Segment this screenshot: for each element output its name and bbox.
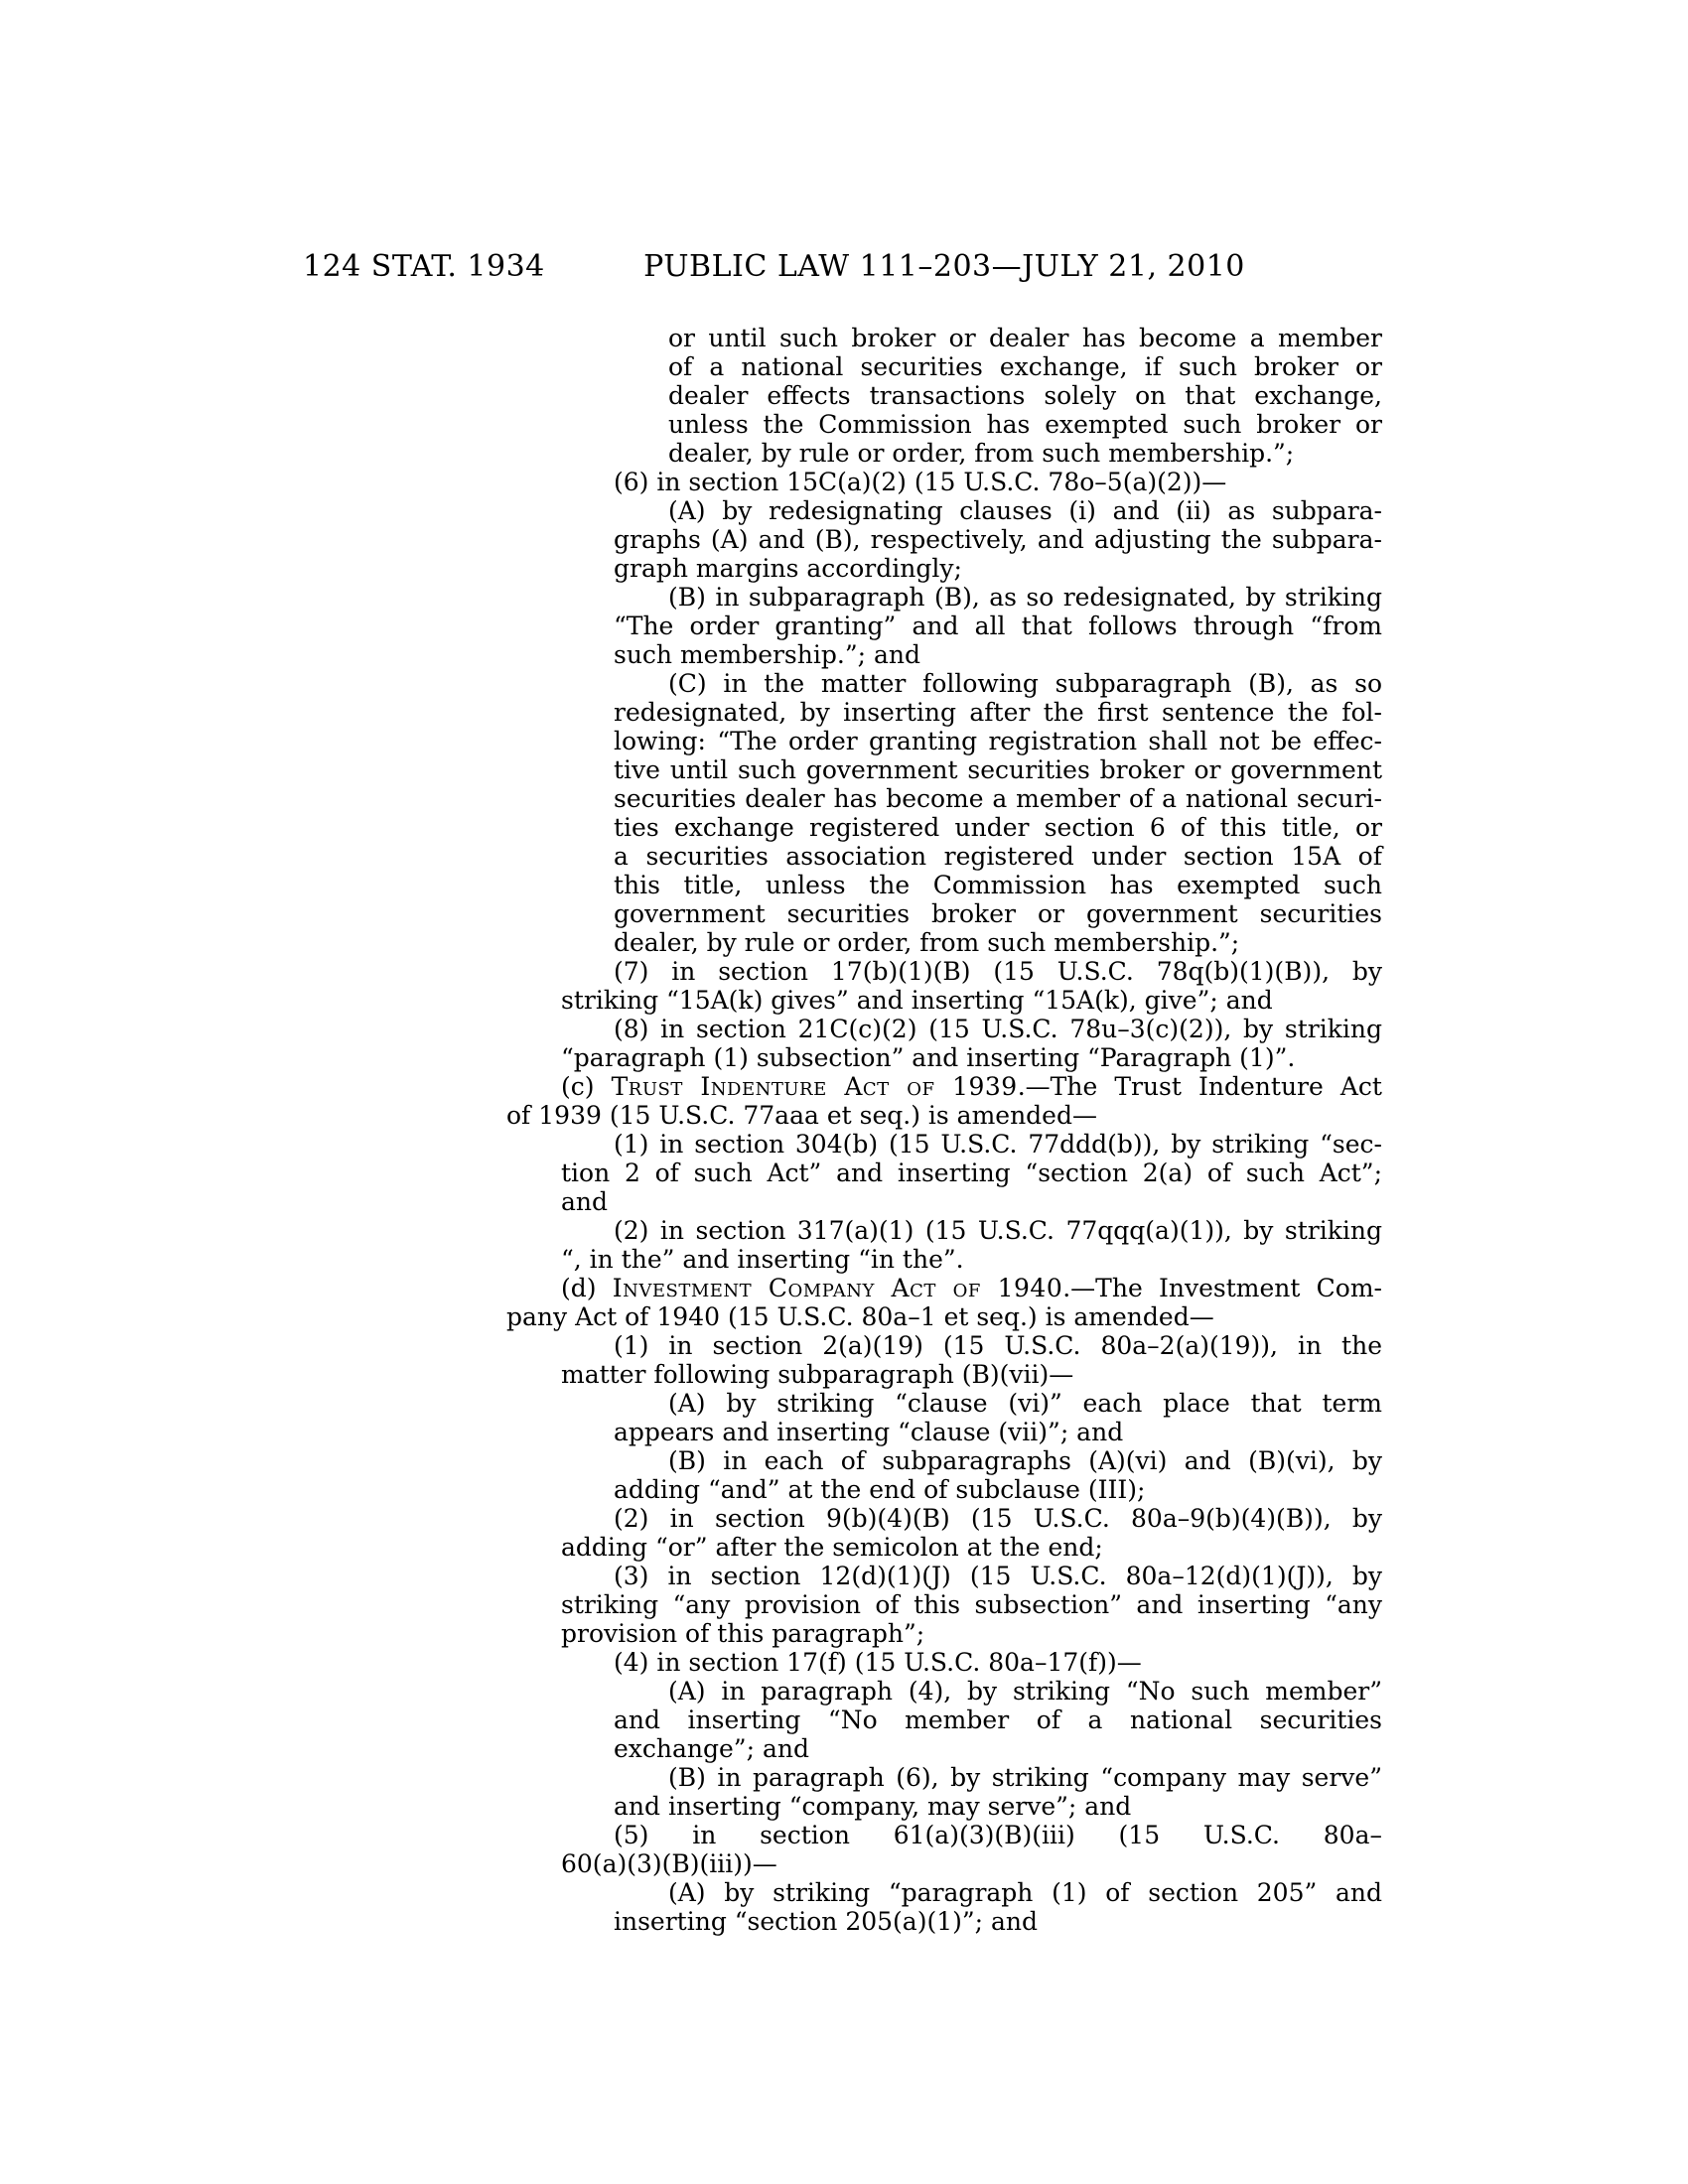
body-line: (1) in section 2(a)(19) (15 U.S.C. 80a–2(a)(19)), in the xyxy=(614,1331,1382,1360)
body-line: and inserting “No member of a national securities xyxy=(614,1706,1382,1734)
body-line: (1) in section 304(b) (15 U.S.C. 77ddd(b)), by striking “sec- xyxy=(614,1130,1382,1159)
body-line: striking “any provision of this subsection” and inserting “any xyxy=(561,1590,1382,1619)
body-line: unless the Commission has exempted such broker or xyxy=(668,410,1382,439)
body-line: a securities association registered under section 15A of xyxy=(614,842,1382,871)
body-line: and inserting “company, may serve”; and xyxy=(614,1792,1132,1821)
body-line: of 1939 (15 U.S.C. 77aaa et seq.) is amended— xyxy=(506,1101,1097,1130)
body-line: (3) in section 12(d)(1)(J) (15 U.S.C. 80a–12(d)(1)(J)), by xyxy=(614,1562,1382,1590)
body-line: appears and inserting “clause (vii)”; and xyxy=(614,1418,1124,1446)
body-line: ties exchange registered under section 6 of this title, or xyxy=(614,813,1382,842)
body-line xyxy=(561,1072,1382,1101)
page-header xyxy=(0,250,1688,290)
body-line: striking “15A(k) gives” and inserting “15A(k), give”; and xyxy=(561,986,1273,1015)
small-caps-heading-text: Investment Company Act of 1940 xyxy=(612,1274,1063,1302)
small-caps-heading-text: Trust Indenture Act of 1939 xyxy=(611,1072,1018,1101)
body-line-text: (d) xyxy=(561,1274,613,1302)
body-line: (2) in section 9(b)(4)(B) (15 U.S.C. 80a–9(b)(4)(B)), by xyxy=(614,1504,1382,1533)
body-line: “paragraph (1) subsection” and inserting “Paragraph (1)”. xyxy=(561,1043,1296,1072)
body-line: adding “and” at the end of subclause (III); xyxy=(614,1475,1146,1504)
body-line: pany Act of 1940 (15 U.S.C. 80a–1 et seq.) is amended— xyxy=(506,1302,1214,1331)
body-line: dealer effects transactions solely on that exchange, xyxy=(668,381,1382,410)
body-line: (A) by striking “clause (vi)” each place that term xyxy=(668,1389,1382,1418)
body-line: (C) in the matter following subparagraph (B), as so xyxy=(668,669,1382,698)
body-line: (2) in section 317(a)(1) (15 U.S.C. 77qqq(a)(1)), by striking xyxy=(614,1216,1382,1245)
body-line: exchange”; and xyxy=(614,1734,809,1763)
body-line: graph margins accordingly; xyxy=(614,554,962,583)
body-line: tive until such government securities broker or government xyxy=(614,755,1382,784)
body-line: “, in the” and inserting “in the”. xyxy=(561,1245,964,1274)
body-line-text: .—The Investment Com- xyxy=(1062,1274,1382,1302)
body-line: (B) in subparagraph (B), as so redesignated, by striking xyxy=(668,583,1382,612)
body-line: (B) in each of subparagraphs (A)(vi) and (B)(vi), by xyxy=(668,1446,1382,1475)
body-line: (6) in section 15C(a)(2) (15 U.S.C. 78o–5(a)(2))— xyxy=(614,468,1227,496)
body-line: government securities broker or government securities xyxy=(614,899,1382,928)
body-line: provision of this paragraph”; xyxy=(561,1619,925,1648)
body-line: “The order granting” and all that follows through “from xyxy=(614,612,1382,640)
body-line: (7) in section 17(b)(1)(B) (15 U.S.C. 78q(b)(1)(B)), by xyxy=(614,957,1382,986)
body-line: redesignated, by inserting after the first sentence the fol- xyxy=(614,698,1382,727)
body-line: (B) in paragraph (6), by striking “company may serve” xyxy=(668,1763,1382,1792)
body-line-text: (c) xyxy=(561,1072,612,1101)
body-line: lowing: “The order granting registration shall not be effec- xyxy=(614,727,1382,755)
body-line: graphs (A) and (B), respectively, and adjusting the subpara- xyxy=(614,525,1382,554)
statute-body-text xyxy=(506,324,1382,1936)
body-line: dealer, by rule or order, from such membership.”; xyxy=(668,439,1295,468)
body-line-text: .—The Trust Indenture Act xyxy=(1017,1072,1382,1101)
body-line: (5) in section 61(a)(3)(B)(iii) (15 U.S.C. 80a– xyxy=(614,1821,1382,1849)
stat-page-number: 124 STAT. 1934 xyxy=(303,249,545,284)
body-line: of a national securities exchange, if such broker or xyxy=(668,352,1382,381)
body-line: 60(a)(3)(B)(iii))— xyxy=(561,1849,777,1878)
body-line: matter following subparagraph (B)(vii)— xyxy=(561,1360,1074,1389)
body-line: securities dealer has become a member of a national securi- xyxy=(614,784,1382,813)
body-line: (A) in paragraph (4), by striking “No such member” xyxy=(668,1677,1382,1706)
body-line: and xyxy=(561,1187,609,1216)
body-line: (4) in section 17(f) (15 U.S.C. 80a–17(f))— xyxy=(614,1648,1142,1677)
body-line xyxy=(561,1274,1382,1302)
public-law-running-head: PUBLIC LAW 111–203—JULY 21, 2010 xyxy=(643,249,1245,284)
body-line: tion 2 of such Act” and inserting “section 2(a) of such Act”; xyxy=(561,1159,1382,1187)
body-line: dealer, by rule or order, from such membership.”; xyxy=(614,928,1240,957)
body-line: (8) in section 21C(c)(2) (15 U.S.C. 78u–3(c)(2)), by striking xyxy=(614,1015,1382,1043)
body-line: (A) by redesignating clauses (i) and (ii) as subpara- xyxy=(668,496,1382,525)
body-line: adding “or” after the semicolon at the end; xyxy=(561,1533,1103,1562)
body-line: (A) by striking “paragraph (1) of section 205” and xyxy=(668,1878,1382,1907)
body-line: such membership.”; and xyxy=(614,640,920,669)
body-line: this title, unless the Commission has exempted such xyxy=(614,871,1382,899)
body-line: or until such broker or dealer has become a member xyxy=(668,324,1382,352)
body-line: inserting “section 205(a)(1)”; and xyxy=(614,1907,1039,1936)
